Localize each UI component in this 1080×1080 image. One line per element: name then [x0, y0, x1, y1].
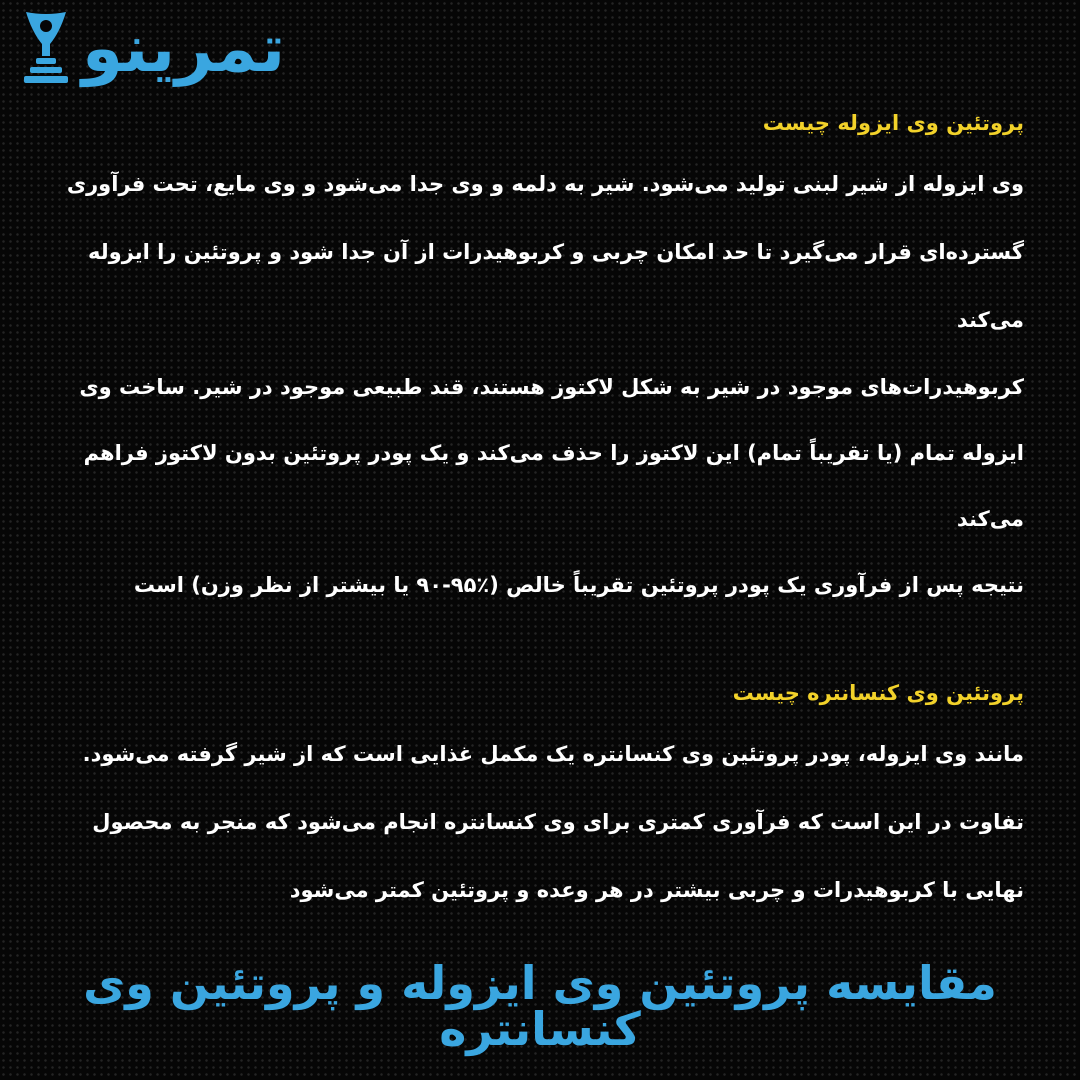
- footer-title: مقایسه پروتئین وی ایزوله و پروتئین وی کنسانتره: [83, 956, 997, 1056]
- section-spacer: [40, 618, 1024, 666]
- section-paragraph: وی ایزوله از شیر لبنی تولید می‌شود. شیر به دلمه و وی جدا می‌شود و وی مایع، تحت فرآوری گسترده‌ای قرار می‌گیرد تا حد امکان چربی و کربوهیدرات از آن جدا شود و پروتئین را ایزوله می‌کند: [66, 172, 1024, 332]
- section-heading: پروتئین وی کنسانتره چیست: [732, 681, 1024, 705]
- section-paragraph: کربوهیدرات‌های موجود در شیر به شکل لاکتوز هستند، قند طبیعی موجود در شیر. ساخت وی ایزوله تمام (یا تقریباً تمام) این لاکتوز را حذف می‌کند و یک پودر پروتئین بدون لاکتوز فراهم می‌کند: [79, 375, 1024, 531]
- article-body: [40, 96, 1024, 924]
- section-paragraph: نتیجه پس از فرآوری یک پودر پروتئین تقریباً خالص (٪۹۵-۹۰ یا بیشتر از نظر وزن) است: [133, 573, 1024, 597]
- brand-name: تمرینو: [82, 10, 286, 87]
- section-heading: پروتئین وی ایزوله چیست: [762, 111, 1024, 135]
- section-whey-concentrate: [40, 666, 1024, 924]
- brand-logo: [14, 6, 285, 92]
- section-whey-isolate: [40, 96, 1024, 618]
- chess-pawn-icon: [14, 6, 78, 92]
- section-paragraph: مانند وی ایزوله، پودر پروتئین وی کنسانتره یک مکمل غذایی است که از شیر گرفته می‌شود. تفاوت در این است که فرآوری کمتری برای وی کنسانتره انجام می‌شود که منجر به محصول نهایی با کربوهیدرات و چربی بیشتر در هر وعده و پروتئین کمتر می‌شود: [82, 742, 1024, 902]
